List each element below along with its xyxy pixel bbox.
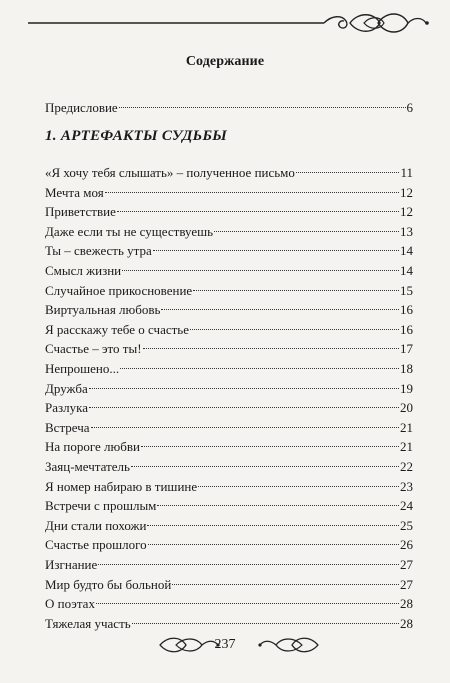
toc-page-number: 28 [400, 596, 413, 612]
dot-leader [172, 566, 399, 585]
toc-page-number: 14 [400, 243, 413, 259]
header-ornament [28, 8, 430, 38]
toc-title: Дружба [45, 380, 88, 396]
dot-leader [214, 213, 399, 232]
toc-title: Дни стали похожи [45, 517, 147, 533]
toc-title: Непрошено... [45, 361, 120, 376]
dot-leader [89, 389, 399, 408]
dot-leader [190, 311, 399, 330]
toc-page-number: 14 [400, 263, 413, 278]
dot-leader [105, 174, 399, 193]
section-heading: 1. АРТЕФАКТЫ СУДЬБЫ [45, 128, 228, 144]
toc-page-number: 21 [400, 419, 413, 435]
toc-page-number: 19 [400, 380, 413, 396]
toc-page-number: 25 [400, 517, 413, 533]
dot-leader [161, 291, 399, 310]
toc-title: Мечта моя [45, 184, 104, 200]
dot-leader [198, 468, 399, 487]
toc-title: Встреча [45, 419, 90, 435]
toc-page-number: 22 [400, 459, 413, 474]
toc-title: Я номер набираю в тишине [45, 478, 198, 494]
toc-page-number: 12 [400, 204, 413, 220]
toc-title: Даже если ты не существуешь [45, 223, 214, 239]
footer-ornament-right [258, 632, 320, 658]
dot-leader [153, 232, 399, 251]
dot-leader [91, 409, 399, 428]
toc-title: Тяжелая участь [45, 615, 131, 631]
toc-row [45, 609, 413, 631]
toc-page-number: 24 [400, 498, 413, 514]
toc-row-preface [45, 93, 413, 115]
dot-leader [147, 507, 399, 526]
toc-title: Виртуальная любовь [45, 302, 161, 318]
toc-page-number: 17 [400, 341, 413, 357]
dot-leader [96, 585, 399, 604]
toc-page-number: 16 [400, 302, 413, 318]
dot-leader [89, 370, 399, 389]
toc-page-number: 26 [400, 537, 413, 553]
toc-title: Случайное прикосновение [45, 282, 193, 298]
dot-leader [143, 330, 399, 349]
toc-page-number: 6 [406, 100, 413, 115]
toc-title: Я расскажу тебе о счастье [45, 321, 189, 337]
toc-title: Счастье прошлого [45, 537, 147, 553]
dot-leader [157, 487, 399, 506]
toc-page-number: 11 [400, 165, 413, 180]
dot-leader [122, 252, 399, 271]
toc-page-number: 21 [400, 439, 413, 455]
dot-leader [132, 605, 399, 624]
page-number: 237 [214, 637, 236, 652]
toc-title: Разлука [45, 400, 89, 416]
toc-title: Предисловие [45, 100, 118, 115]
dot-leader [120, 350, 399, 369]
dot-leader [148, 526, 399, 545]
dot-leader [296, 154, 400, 173]
toc-page-number: 23 [400, 478, 413, 494]
toc-title: На пороге любви [45, 439, 140, 455]
toc-page-number: 28 [400, 615, 413, 631]
toc-title: Встречи с прошлым [45, 498, 157, 514]
dot-leader [193, 272, 399, 291]
toc-title: Приветствие [45, 204, 116, 220]
toc-title: Заяц-мечтатель [45, 459, 130, 474]
toc-page-number: 18 [400, 361, 413, 376]
toc-title: Мир будто бы больной [45, 576, 172, 592]
toc-page-number: 16 [400, 321, 413, 337]
dot-leader [119, 89, 406, 108]
toc-page-number: 27 [400, 576, 413, 592]
toc-page-number: 20 [400, 400, 413, 416]
toc-page-number: 12 [400, 184, 413, 200]
toc-title: «Я хочу тебя слышать» – полученное письмо [45, 165, 295, 180]
toc-title: Счастье – это ты! [45, 341, 142, 357]
toc-page-number: 13 [400, 223, 413, 239]
toc-title: О поэтах [45, 596, 95, 612]
toc-page-number: 15 [400, 282, 413, 298]
toc-page-number: 27 [400, 557, 413, 572]
dot-leader [141, 428, 399, 447]
dot-leader [98, 546, 399, 565]
page-title: Содержание [185, 54, 265, 69]
toc-title: Изгнание [45, 557, 98, 572]
toc-title: Ты – свежесть утра [45, 243, 152, 259]
dot-leader [131, 448, 399, 467]
dot-leader [117, 193, 399, 212]
toc-title: Смысл жизни [45, 263, 122, 278]
